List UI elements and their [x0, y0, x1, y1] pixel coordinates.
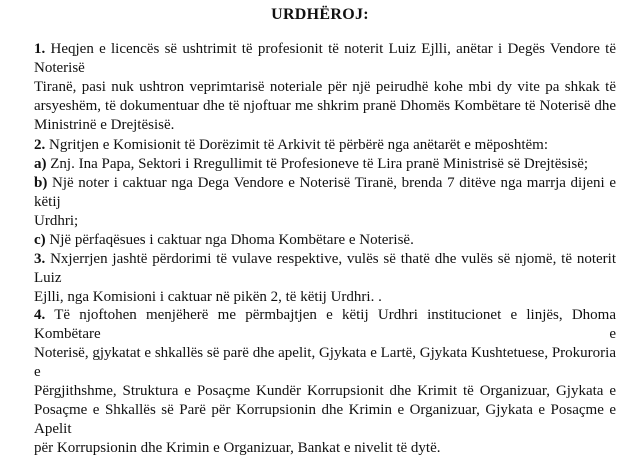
sub-item-a: a) Znj. Ina Papa, Sektori i Rregullimit të Profesioneve të Lira pranë Ministrisë së Drejtësisë; — [34, 156, 589, 172]
item-number: 1. — [34, 41, 46, 57]
paragraph-line: 2. Ngritjen e Komisionit të Dorëzimit të Arkivit të përbërë nga anëtarët e mëposhtëm: — [34, 137, 549, 153]
sub-item-label: b) — [34, 175, 48, 191]
paragraph-line: Noterisë, gjykatat e shkallës së parë dhe apelit, Gjykata e Lartë, Gjykata Kushtetuese, Prokuroria e — [34, 345, 616, 380]
item-number: 4. — [34, 307, 46, 323]
paragraph-line: për Korrupsionin dhe Krimin e Organizuar, Bankat e nivelit të dytë. — [34, 440, 441, 456]
order-item-3 — [34, 250, 616, 307]
order-item-4 — [34, 306, 616, 458]
order-item-1 — [34, 40, 616, 135]
sub-item-b-continued: Urdhri; — [34, 213, 79, 229]
sub-item-label: a) — [34, 156, 47, 172]
sub-item-b: b) Një noter i caktuar nga Dega Vendore e Noterisë Tiranë, brenda 7 ditëve nga marrja dijeni e këtij — [34, 175, 616, 210]
paragraph-line: Përgjithshme, Struktura e Posaçme Kundër Korrupsionit dhe Krimit të Organizuar, Gjykata e — [34, 383, 616, 399]
paragraph-line: Tiranë, pasi nuk ushtron veprimtarisë noteriale për një peirudhë kohe mbi dy vite pa shkak të — [34, 79, 616, 95]
paragraph-line: 4. Të njoftohen menjëherë me përmbajtjen e këtij Urdhri institucionet e linjës, Dhoma Kombëtare e — [34, 307, 617, 342]
order-item-2 — [34, 136, 616, 250]
paragraph-line: arsyeshëm, të dokumentuar dhe të njoftuar me shkrim pranë Dhomës Kombëtare të Noterisë dhe — [34, 98, 616, 114]
document-title: URDHËROJ: — [271, 6, 369, 23]
sub-item-label: c) — [34, 232, 46, 248]
item-number: 2. — [34, 137, 46, 153]
paragraph-line: 1. Heqjen e licencës së ushtrimit të profesionit të noterit Luiz Ejlli, anëtar i Degës Vendore të Noterisë — [34, 41, 616, 76]
item-number: 3. — [34, 251, 46, 267]
paragraph-line: 3. Nxjerrjen jashtë përdorimi të vulave respektive, vulës së thatë dhe vulës së njomë, të noterit Luiz — [34, 251, 616, 286]
paragraph-line: Ministrinë e Drejtësisë. — [34, 117, 175, 133]
paragraph-line: Ejlli, nga Komisioni i caktuar në pikën 2, të këtij Urdhri. . — [34, 289, 382, 305]
paragraph-line: Posaçme e Shkallës së Parë për Korrupsionin dhe Krimin e Organizuar, Gjykata e Posaçme e Apelit — [34, 402, 616, 437]
sub-item-c: c) Një përfaqësues i caktuar nga Dhoma Kombëtare e Noterisë. — [34, 232, 414, 248]
